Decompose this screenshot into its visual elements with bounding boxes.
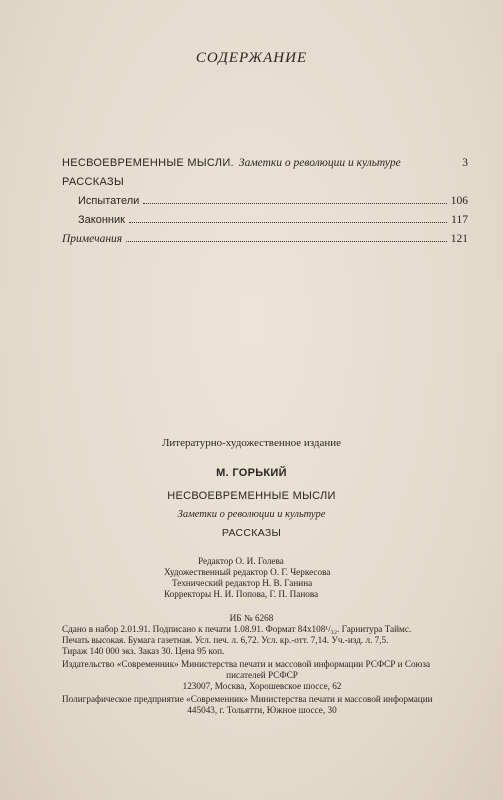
credit-line: Редактор О. И. Голева [198, 556, 284, 566]
toc-main-entry-title: НЕСВОЕВРЕМЕННЫЕ МЫСЛИ. [62, 157, 234, 169]
credit-line: Технический редактор Н. В. Ганина [172, 578, 313, 588]
toc-main-entry [62, 157, 468, 169]
toc-leader-dots [129, 214, 447, 223]
credits-block [164, 556, 330, 600]
toc-entry [78, 195, 468, 207]
toc-entry-title: Примечания [62, 233, 123, 245]
toc-title: СОДЕРЖАНИЕ [195, 50, 308, 66]
toc-entry-page: 117 [451, 214, 468, 226]
publisher-line: писателей РСФСР [226, 670, 298, 680]
publisher-line: Издательство «Современник» Министерства печати и массовой информации РСФСР и Союза [62, 659, 431, 669]
toc-main-entry-page: 3 [462, 157, 468, 169]
publisher-info [62, 659, 462, 692]
print-line: Печать высокая. Бумага газетная. Усл. печ. л. 6,72. Усл. кр.-отт. 7,14. Уч.-изд. л. 7,5. [62, 635, 389, 645]
printer-line: 445043, г. Тольятти, Южное шоссе, 30 [187, 705, 337, 715]
toc-entry [78, 214, 468, 226]
toc-entry-title: Испытатели [78, 195, 140, 207]
toc-leader-dots [143, 195, 446, 204]
publisher-line: 123007, Москва, Хорошевское шоссе, 62 [182, 681, 342, 691]
print-line: Сдано в набор 2.01.91. Подписано к печати 1.08.91. Формат 84x108¹/₃₂. Гарнитура Таймс. [62, 624, 412, 634]
ib-number: ИБ № 6268 [229, 613, 274, 623]
toc-entry-page: 106 [450, 195, 468, 207]
printer-line: Полиграфическое предприятие «Современник» Министерства печати и массовой информации [62, 694, 433, 704]
printer-info [62, 694, 462, 716]
author-name: М. ГОРЬКИЙ [216, 467, 287, 479]
credit-line: Художественный редактор О. Г. Черкесова [164, 567, 331, 577]
edition-type: Литературно-художественное издание [161, 437, 342, 449]
book-subtitle: Заметки о революции и культуре [177, 509, 326, 520]
print-specs [62, 624, 411, 657]
print-line: Тираж 140 000 экз. Заказ 30. Цена 95 коп. [62, 646, 225, 656]
credit-line: Корректоры Н. И. Попова, Г. П. Панова [164, 589, 319, 599]
toc-main-entry-subtitle: Заметки о революции и культуре [238, 157, 401, 169]
book-section: РАССКАЗЫ [221, 527, 282, 539]
toc-leader-dots [126, 233, 447, 242]
book-title: НЕСВОЕВРЕМЕННЫЕ МЫСЛИ [167, 490, 336, 502]
toc-entry-page: 121 [450, 233, 468, 245]
toc-entry [62, 233, 468, 245]
toc-section-heading: РАССКАЗЫ [62, 176, 124, 188]
toc-entry-title: Законник [78, 214, 125, 226]
